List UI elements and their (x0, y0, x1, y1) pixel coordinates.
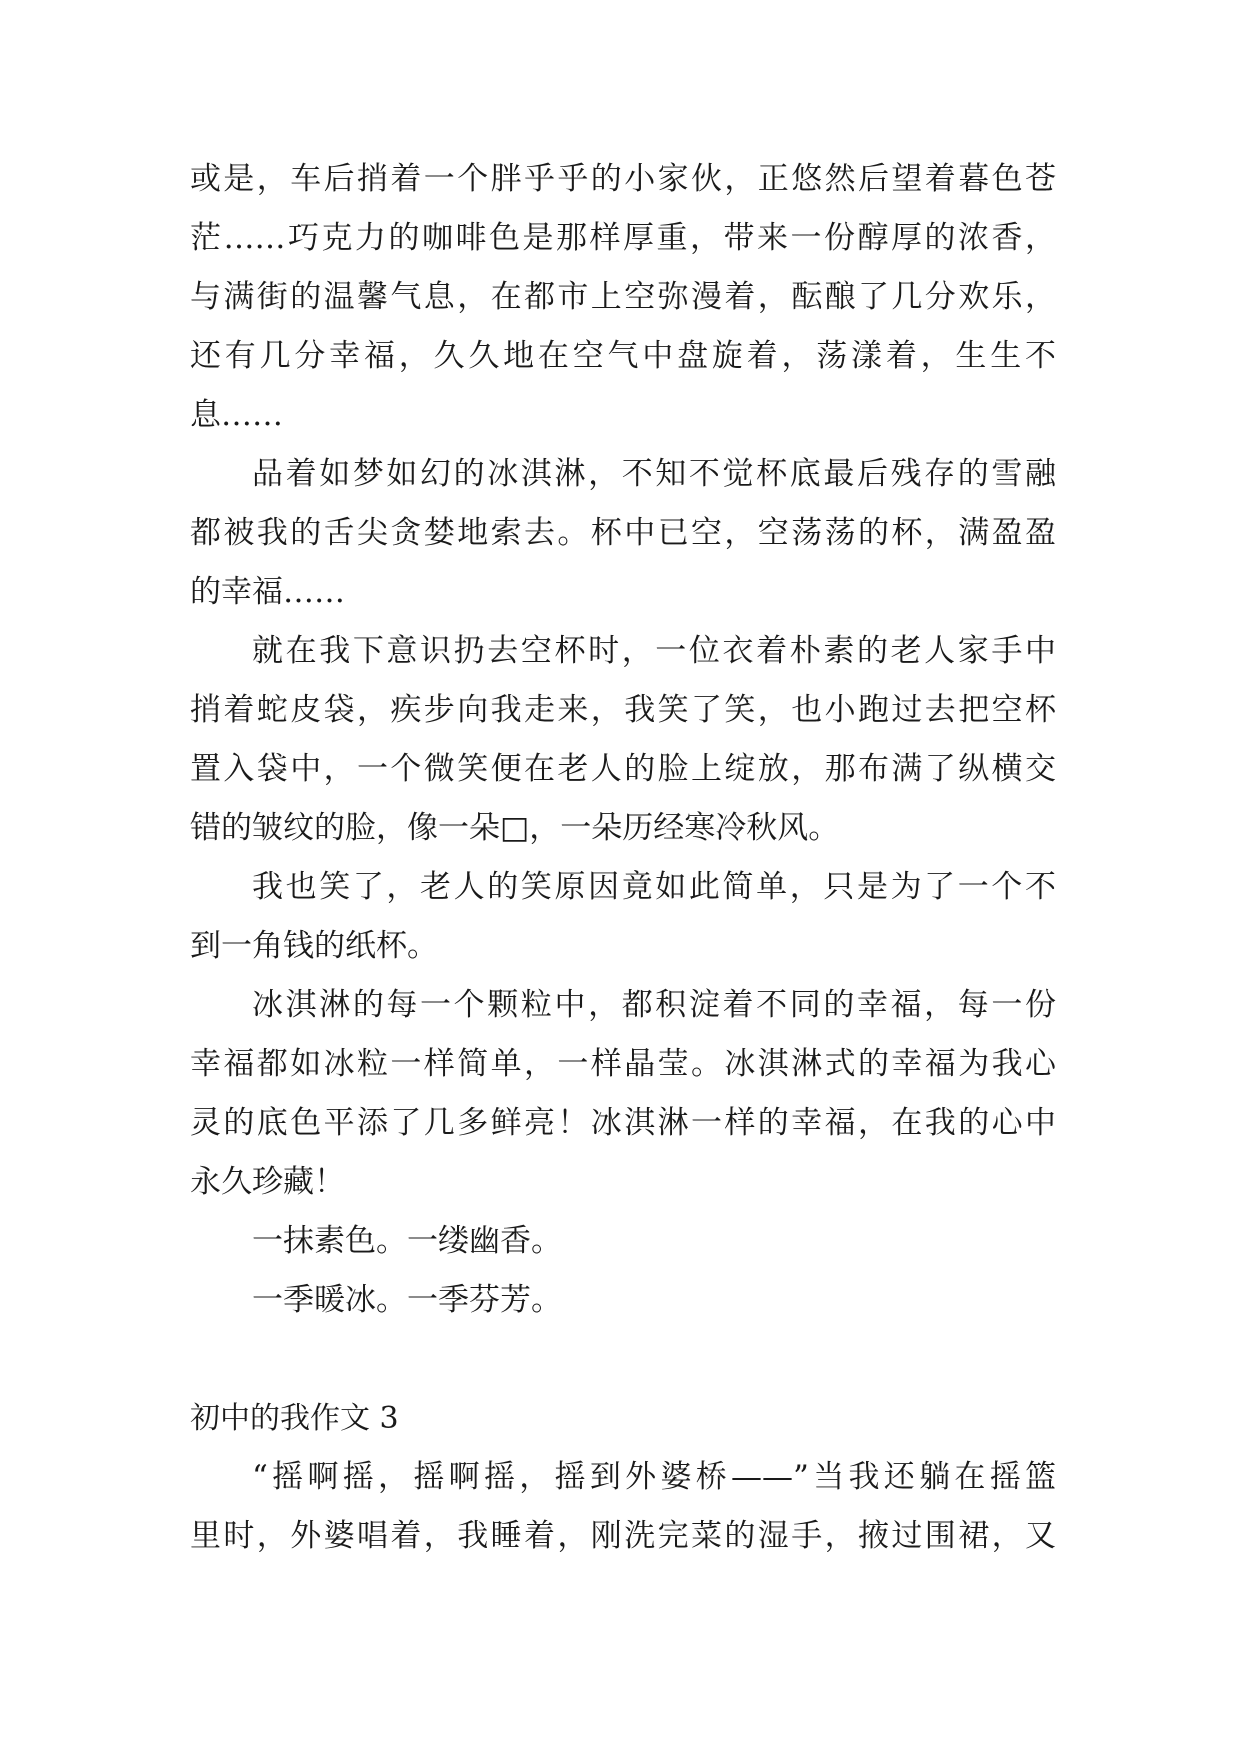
section-heading: 初中的我作文 3 (190, 1401, 399, 1436)
text-line: 置入袋中，一个微笑便在老人的脸上绽放，那布满了纵横交 (190, 751, 1056, 787)
paragraph (190, 1271, 1056, 1330)
text-line: “摇啊摇，摇啊摇，摇到外婆桥——”当我还躺在摇篮 (252, 1459, 1056, 1495)
paragraph (190, 1212, 1056, 1271)
text-line: 就在我下意识扔去空杯时，一位衣着朴素的老人家手中 (252, 633, 1056, 669)
text-line: 冰淇淋的每一个颗粒中，都积淀着不同的幸福，每一份 (252, 987, 1056, 1023)
text-line: 里时，外婆唱着，我睡着，刚洗完菜的湿手，掖过围裙，又 (190, 1518, 1056, 1554)
paragraph (190, 858, 1056, 976)
paragraph (190, 445, 1056, 622)
paragraph (190, 976, 1056, 1212)
text-line: 茫……巧克力的咖啡色是那样厚重，带来一份醇厚的浓香， (190, 220, 1056, 256)
text-line: 我也笑了，老人的笑原因竟如此简单，只是为了一个不 (252, 869, 1056, 905)
text-line: 一抹素色。一缕幽香。 (252, 1223, 562, 1259)
paragraph (190, 150, 1056, 445)
paragraph (190, 1448, 1056, 1566)
text-line: 一季暖冰。一季芬芳。 (252, 1282, 562, 1318)
text-line: 幸福都如冰粒一样简单，一样晶莹。冰淇淋式的幸福为我心 (190, 1046, 1056, 1082)
blank-line (190, 1330, 1056, 1389)
text-line: 与满街的温馨气息，在都市上空弥漫着，酝酿了几分欢乐， (190, 279, 1056, 315)
text-line: 捎着蛇皮袋，疾步向我走来，我笑了笑，也小跑过去把空杯 (190, 692, 1056, 728)
text-line: 都被我的舌尖贪婪地索去。杯中已空，空荡荡的杯，满盈盈 (190, 515, 1056, 551)
text-line: 的幸福…… (190, 574, 345, 610)
text-line: 息…… (190, 397, 283, 433)
paragraph (190, 622, 1056, 858)
text-line: 还有几分幸福，久久地在空气中盘旋着，荡漾着，生生不 (190, 338, 1056, 374)
text-line: 品着如梦如幻的冰淇淋，不知不觉杯底最后残存的雪融 (252, 456, 1056, 492)
text-line: 永久珍藏！ (190, 1164, 345, 1200)
text-line: 或是，车后捎着一个胖乎乎的小家伙，正悠然后望着暮色苍 (190, 161, 1056, 197)
text-line: 错的皱纹的脸，像一朵□，一朵历经寒冷秋风。 (190, 810, 840, 846)
document-body (190, 150, 1056, 1566)
text-line: 灵的底色平添了几多鲜亮！冰淇淋一样的幸福，在我的心中 (190, 1105, 1056, 1141)
text-line: 到一角钱的纸杯。 (190, 928, 438, 964)
